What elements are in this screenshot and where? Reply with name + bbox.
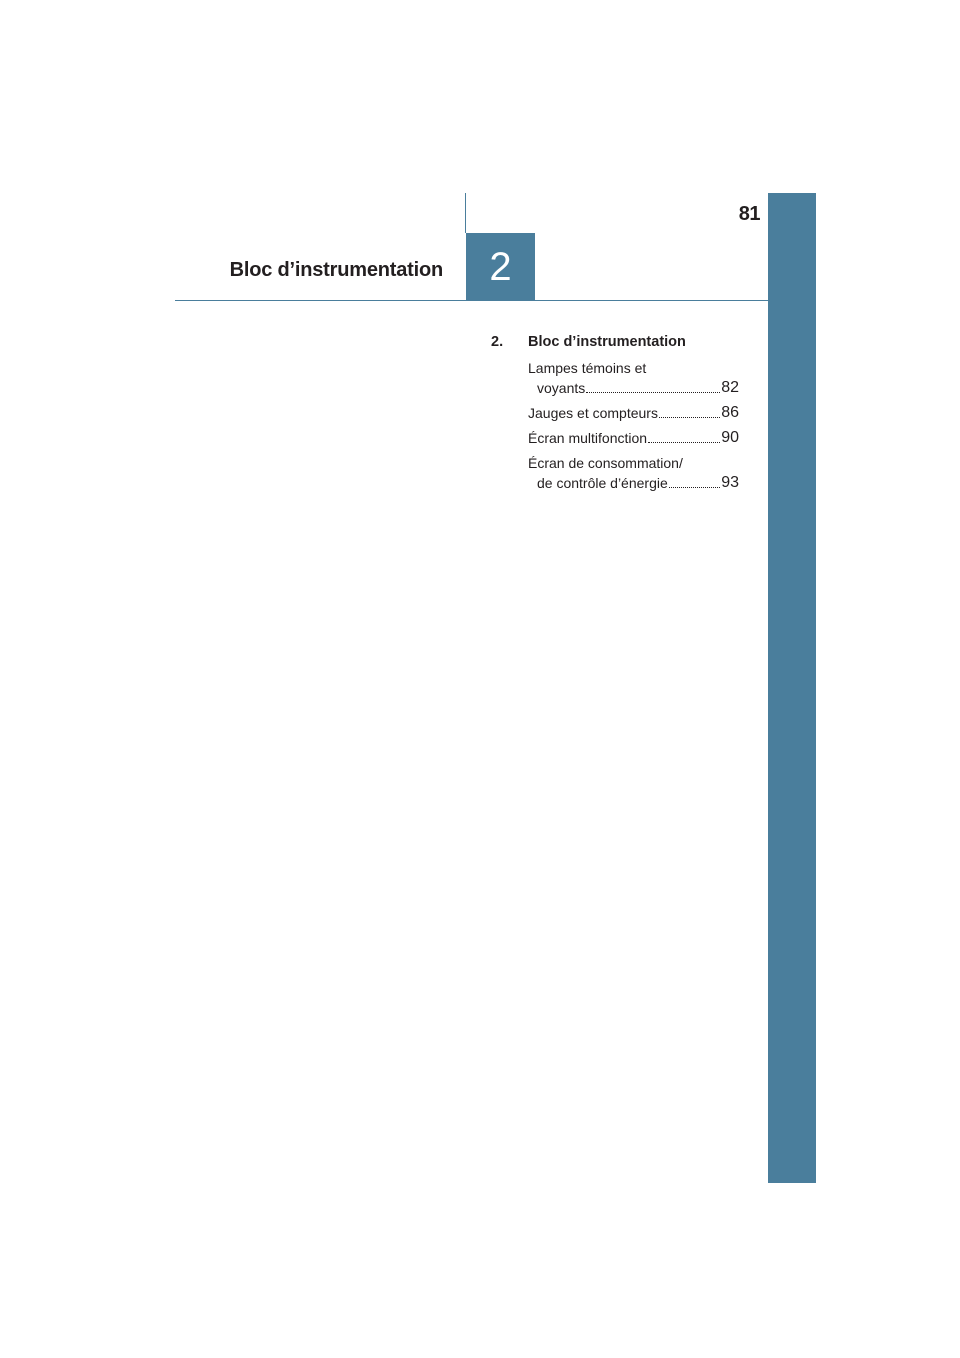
toc-entry-page: 86 <box>721 404 739 421</box>
dot-leader <box>648 428 720 443</box>
toc-entry-title-line1: Lampes témoins et <box>528 360 647 376</box>
toc-section-title: Bloc d’instrumentation <box>528 334 686 350</box>
toc-entry[interactable] <box>528 403 739 423</box>
toc-section-heading <box>491 334 739 350</box>
toc-entry[interactable] <box>528 453 739 493</box>
toc-entry[interactable] <box>528 358 739 398</box>
toc-entry-page: 82 <box>721 379 739 396</box>
chapter-title: Bloc d’instrumentation <box>229 259 443 281</box>
header-divider-vertical <box>465 193 466 233</box>
chapter-number-box <box>466 233 535 301</box>
dot-leader <box>669 473 720 488</box>
toc-entry-title-line1: Écran de consommation/ <box>528 455 683 471</box>
toc-section-number: 2. <box>491 334 504 350</box>
table-of-contents <box>491 334 739 498</box>
chapter-number: 2 <box>489 245 512 289</box>
dot-leader <box>659 403 720 418</box>
toc-entry-title-line2: voyants <box>537 380 586 396</box>
toc-entry-title: Écran multifonction <box>528 430 648 446</box>
dot-leader <box>586 378 720 393</box>
side-tab <box>768 193 816 1183</box>
page-number: 81 <box>738 203 760 225</box>
toc-entry-title-line2: de contrôle d’énergie <box>537 475 668 491</box>
toc-entry-page: 93 <box>721 474 739 491</box>
toc-entry-title: Jauges et compteurs <box>528 405 658 421</box>
toc-entry[interactable] <box>528 428 739 448</box>
toc-entry-page: 90 <box>721 429 739 446</box>
